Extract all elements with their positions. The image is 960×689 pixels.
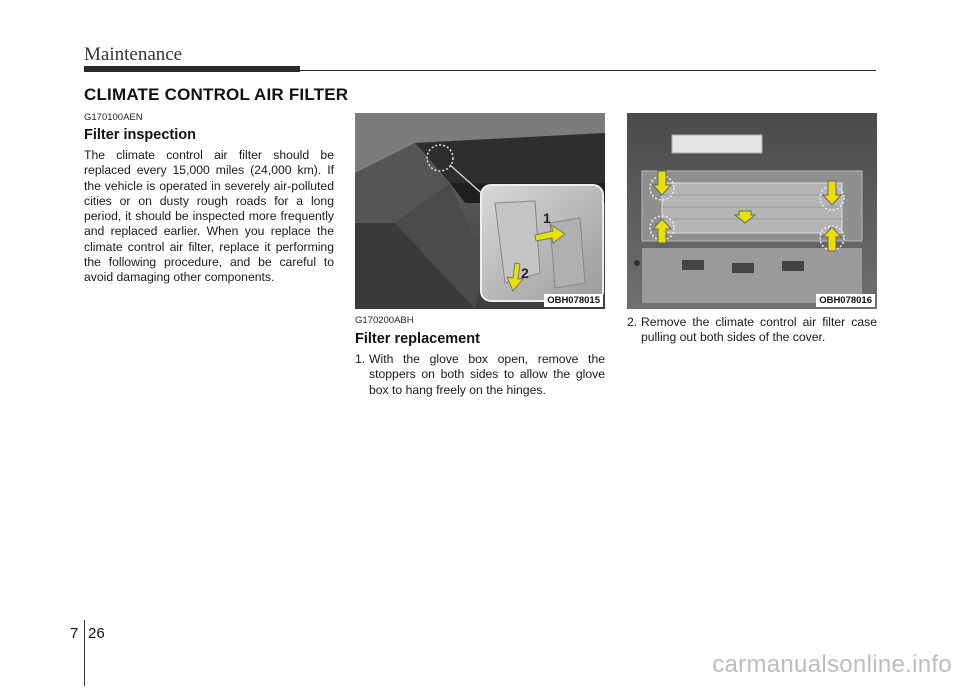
header-rule-thin <box>300 70 876 71</box>
step-text: With the glove box open, remove the stoppers on both sides to allow the glove box to hang freely on the hinges. <box>369 352 605 397</box>
figure-caption: OBH078016 <box>816 294 875 307</box>
figure-label-1: 1 <box>543 210 551 226</box>
section-title: CLIMATE CONTROL AIR FILTER <box>84 85 349 104</box>
step-text: Remove the climate control air filter case pulling out both sides of the cover. <box>641 315 877 345</box>
step-number: 2. <box>627 315 638 329</box>
step-two-column <box>627 315 877 346</box>
filter-case-illustration <box>627 113 877 309</box>
figure-label-2: 2 <box>521 265 529 281</box>
figure-glove-box <box>355 113 605 309</box>
header-rule-thick <box>84 66 300 72</box>
replacement-code: G170200ABH <box>355 315 414 326</box>
list-item <box>627 315 877 346</box>
step-number: 1. <box>355 352 366 366</box>
replacement-column <box>355 315 605 398</box>
footer-page: 26 <box>88 625 105 642</box>
watermark: carmanualsonline.info <box>712 651 952 678</box>
figure-caption: OBH078015 <box>544 294 603 307</box>
inspection-column <box>84 112 334 286</box>
inspection-heading: Filter inspection <box>84 127 196 143</box>
glove-box-illustration <box>355 113 605 309</box>
header-title: Maintenance <box>84 44 183 65</box>
replacement-heading: Filter replacement <box>355 331 480 347</box>
figure-filter-case <box>627 113 877 309</box>
inspection-body: The climate control air filter should be replaced every 15,000 miles (24,000 km). If the vehicle is operated in severely air-polluted cities or on dusty rough roads for a long period, it should be inspected more frequently and replaced earlier. When you replace the climate control air filter, replace it performing the following procedure, and be careful to avoid damaging other components. <box>84 148 334 285</box>
list-item <box>355 352 605 398</box>
inspection-code: G170100AEN <box>84 112 143 123</box>
footer-rule <box>84 620 85 686</box>
footer-chapter: 7 <box>70 625 79 642</box>
